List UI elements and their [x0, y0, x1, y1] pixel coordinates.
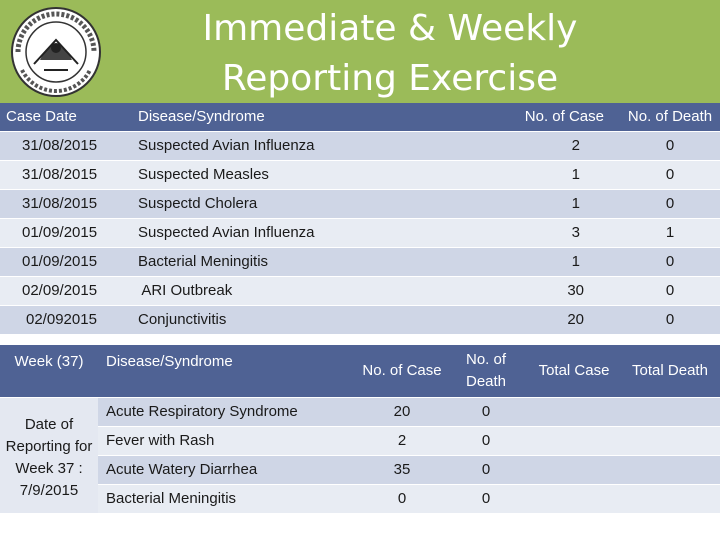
page-title: Immediate & Weekly Reporting Exercise: [202, 8, 578, 99]
case-count: 20: [360, 397, 444, 426]
column-header-disease: Disease/Syndrome: [98, 345, 360, 397]
case-count: 1: [460, 247, 620, 276]
disease-name: Suspectd Cholera: [130, 189, 460, 218]
table-row: [0, 455, 720, 484]
column-header-total-deaths: Total Death: [620, 345, 720, 397]
death-count: 0: [620, 131, 720, 160]
reporting-date-label: Date of Reporting for Week 37 : 7/9/2015: [0, 397, 98, 513]
daily-header-row: [0, 103, 720, 131]
table-row: [0, 426, 720, 455]
case-date: 31/08/2015: [0, 189, 130, 218]
table-row: [0, 276, 720, 305]
column-header-total-cases: Total Case: [528, 345, 620, 397]
disease-name: Acute Respiratory Syndrome: [98, 397, 360, 426]
disease-name: Bacterial Meningitis: [130, 247, 460, 276]
case-count: 35: [360, 455, 444, 484]
column-header-cases: No. of Case: [460, 103, 620, 131]
table-row: [0, 397, 720, 426]
disease-name: Fever with Rash: [98, 426, 360, 455]
weekly-report-table: [0, 345, 720, 513]
death-count: 0: [444, 484, 528, 513]
total-case-cell: [528, 397, 620, 426]
disease-name: ARI Outbreak: [130, 276, 460, 305]
case-date: 02/092015: [0, 305, 130, 334]
table-row: [0, 247, 720, 276]
column-header-disease: Disease/Syndrome: [130, 103, 460, 131]
title-banner: [0, 0, 720, 103]
total-death-cell: [620, 484, 720, 513]
case-date: 31/08/2015: [0, 131, 130, 160]
table-row: [0, 218, 720, 247]
case-count: 20: [460, 305, 620, 334]
total-death-cell: [620, 397, 720, 426]
column-header-week: Week (37): [0, 345, 98, 397]
total-case-cell: [528, 426, 620, 455]
death-count: 0: [444, 426, 528, 455]
death-count: 0: [620, 160, 720, 189]
case-count: 1: [460, 160, 620, 189]
column-header-cases: No. of Case: [360, 345, 444, 397]
column-header-case-date: Case Date: [0, 103, 130, 131]
disease-name: Acute Watery Diarrhea: [98, 455, 360, 484]
disease-name: Conjunctivitis: [130, 305, 460, 334]
death-count: 0: [620, 276, 720, 305]
case-count: 30: [460, 276, 620, 305]
table-row: [0, 484, 720, 513]
death-count: 0: [620, 189, 720, 218]
death-count: 0: [444, 455, 528, 484]
case-count: 2: [360, 426, 444, 455]
case-date: 31/08/2015: [0, 160, 130, 189]
disease-name: Bacterial Meningitis: [98, 484, 360, 513]
case-count: 1: [460, 189, 620, 218]
total-case-cell: [528, 484, 620, 513]
death-count: 0: [620, 305, 720, 334]
total-death-cell: [620, 455, 720, 484]
case-date: 01/09/2015: [0, 247, 130, 276]
column-header-deaths: No. of Death: [620, 103, 720, 131]
case-count: 2: [460, 131, 620, 160]
case-date: 01/09/2015: [0, 218, 130, 247]
total-case-cell: [528, 455, 620, 484]
disease-name: Suspected Avian Influenza: [130, 131, 460, 160]
disease-name: Suspected Measles: [130, 160, 460, 189]
death-count: 1: [620, 218, 720, 247]
table-row: [0, 131, 720, 160]
case-count: 0: [360, 484, 444, 513]
table-row: [0, 160, 720, 189]
death-count: 0: [444, 397, 528, 426]
case-date: 02/09/2015: [0, 276, 130, 305]
disease-name: Suspected Avian Influenza: [130, 218, 460, 247]
column-header-deaths: No. of Death: [444, 345, 528, 397]
case-count: 3: [460, 218, 620, 247]
weekly-header-row: [0, 345, 720, 397]
total-death-cell: [620, 426, 720, 455]
daily-report-table: [0, 103, 720, 334]
death-count: 0: [620, 247, 720, 276]
table-row: [0, 305, 720, 334]
government-seal-icon: [4, 4, 108, 100]
table-row: [0, 189, 720, 218]
